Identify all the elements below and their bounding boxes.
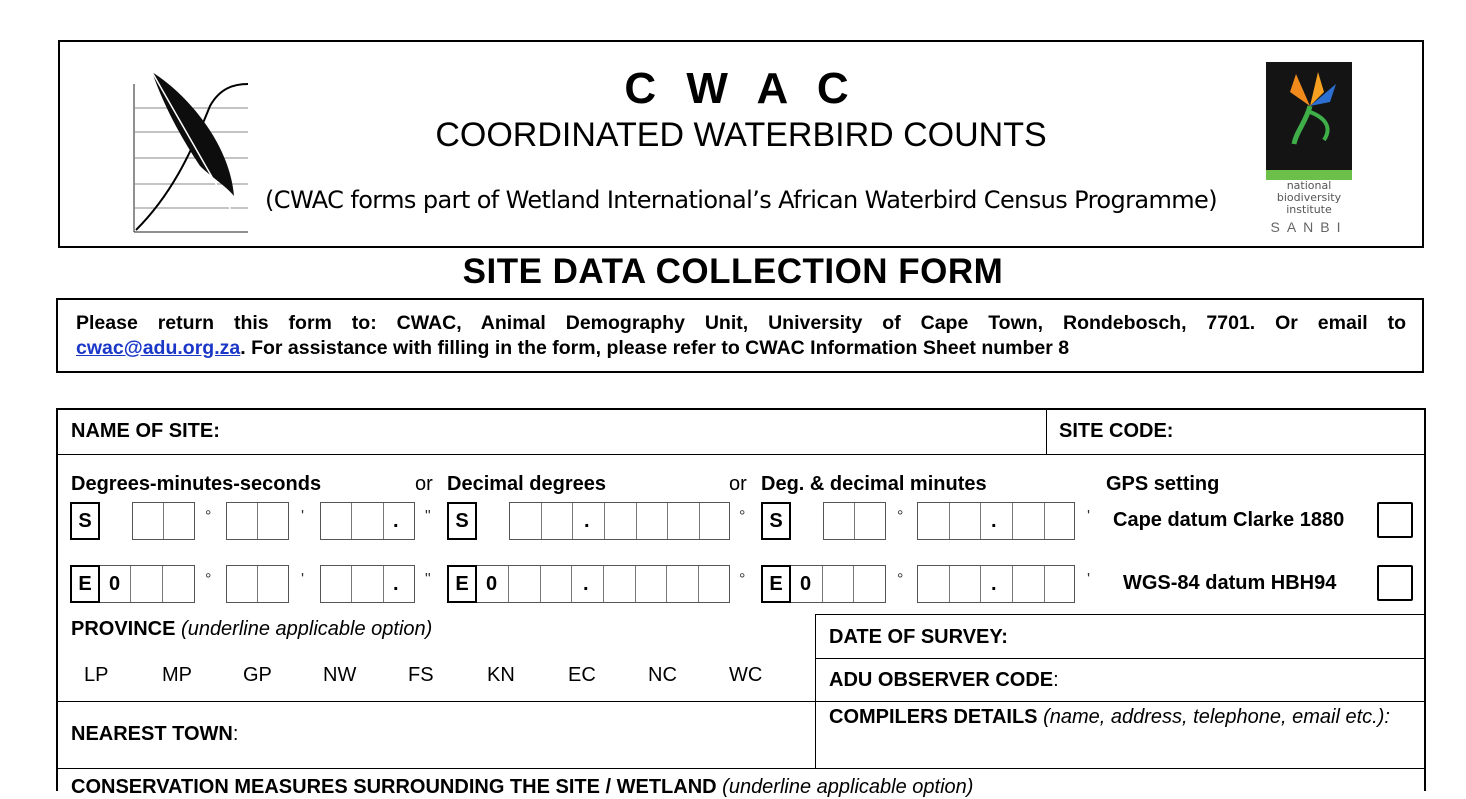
nearest-town-label xyxy=(71,723,238,746)
date-survey-label: DATE OF SURVEY: xyxy=(829,626,1008,648)
province-lp[interactable]: LP xyxy=(84,664,109,686)
lat-decimal-cell[interactable] xyxy=(509,502,730,540)
second-symbol: " xyxy=(425,571,431,588)
lat-min-cell[interactable] xyxy=(226,502,289,540)
decimal-point: . xyxy=(393,510,399,532)
lon-zero: 0 xyxy=(800,573,812,595)
lat-letter-dec: S xyxy=(447,502,477,540)
province-gp[interactable]: GP xyxy=(243,664,272,686)
lat-ddm-deg-cell[interactable] xyxy=(823,502,886,540)
province-wc[interactable]: WC xyxy=(729,664,763,686)
degree-symbol: ° xyxy=(205,508,212,525)
province-nw[interactable]: NW xyxy=(323,664,357,686)
lon-decimal-cell[interactable] xyxy=(477,565,730,603)
cape-datum-label: Cape datum Clarke 1880 xyxy=(1113,509,1345,531)
sanbi-line3: institute xyxy=(1286,203,1332,216)
header-subtitle: COORDINATED WATERBIRD COUNTS xyxy=(435,116,1047,154)
return-line-2-text: . For assistance with filling in the form, please refer to CWAC Information Sheet number 8 xyxy=(240,337,1070,359)
email-link[interactable]: cwac@adu.org.za xyxy=(76,337,241,359)
header-title: C W A C xyxy=(624,64,858,113)
lon-zero: 0 xyxy=(486,573,498,595)
form-title: SITE DATA COLLECTION FORM xyxy=(462,252,1004,291)
lat-ddm-min-cell[interactable] xyxy=(917,502,1075,540)
province-hint: (underline applicable option) xyxy=(181,618,433,640)
observer-code-label xyxy=(829,669,1059,692)
degree-symbol: ° xyxy=(739,508,746,525)
lon-ddm-deg-cell[interactable] xyxy=(791,565,886,603)
province-nc[interactable]: NC xyxy=(648,664,677,686)
return-line-1: Please return this form to: CWAC, Animal Demography Unit, University of Cape Town, Rondebosch, 7701. Or email to xyxy=(76,312,1406,334)
compilers-text: COMPILERS DETAILS xyxy=(829,706,1038,728)
return-instructions xyxy=(56,298,1424,373)
conservation-hint: (underline applicable option) xyxy=(722,776,974,798)
observer-code-text: ADU OBSERVER CODE xyxy=(829,669,1054,691)
lon-letter-dms: E xyxy=(70,565,100,603)
gps-setting-label: GPS setting xyxy=(1106,473,1220,495)
dms-label: Degrees-minutes-seconds xyxy=(71,473,322,495)
decimal-point: . xyxy=(583,573,589,595)
lat-letter-dms: S xyxy=(70,502,100,540)
lon-sec-cell[interactable] xyxy=(320,565,415,603)
sanbi-logo xyxy=(1266,62,1352,235)
lat-letter-ddm: S xyxy=(761,502,791,540)
lon-zero: 0 xyxy=(109,573,121,595)
degree-symbol: ° xyxy=(739,571,746,588)
second-symbol: " xyxy=(425,508,431,525)
minute-symbol: ' xyxy=(1087,508,1091,525)
wgs-datum-checkbox[interactable] xyxy=(1377,565,1413,601)
nearest-colon: : xyxy=(232,723,239,745)
return-line-2 xyxy=(76,336,1406,361)
lon-min-cell[interactable] xyxy=(226,565,289,603)
lat-sec-cell[interactable] xyxy=(320,502,415,540)
minute-symbol: ' xyxy=(301,571,305,588)
wgs-datum-label: WGS-84 datum HBH94 xyxy=(1123,572,1337,594)
sanbi-letters: SANBI xyxy=(1270,219,1348,235)
lon-ddm-min-cell[interactable] xyxy=(917,565,1075,603)
observer-colon: : xyxy=(1053,669,1059,691)
cape-datum-checkbox[interactable] xyxy=(1377,502,1413,538)
lon-letter-ddm: E xyxy=(761,565,791,603)
site-name-label: NAME OF SITE: xyxy=(71,420,220,442)
deg-decimal-minutes-label: Deg. & decimal minutes xyxy=(761,473,987,495)
site-code-label: SITE CODE: xyxy=(1059,420,1174,442)
or-label-1: or xyxy=(415,473,433,495)
province-kn[interactable]: KN xyxy=(487,664,515,686)
conservation-text: CONSERVATION MEASURES SURROUNDING THE SITE / WETLAND xyxy=(71,776,717,798)
province-ec[interactable]: EC xyxy=(568,664,596,686)
lat-deg-cell[interactable] xyxy=(132,502,195,540)
or-label-2: or xyxy=(729,473,747,495)
conservation-label xyxy=(71,776,973,799)
province-label xyxy=(71,618,432,641)
decimal-degrees-label: Decimal degrees xyxy=(447,473,606,495)
sanbi-line1: national xyxy=(1286,179,1332,192)
province-label-text: PROVINCE xyxy=(71,618,176,640)
compilers-label xyxy=(829,705,1409,730)
lon-deg-cell[interactable] xyxy=(100,565,195,603)
decimal-point: . xyxy=(991,510,997,532)
decimal-point: . xyxy=(393,573,399,595)
compilers-hint: (name, address, telephone, email etc.): xyxy=(1043,706,1390,728)
decimal-point: . xyxy=(584,510,590,532)
nearest-town-text: NEAREST TOWN xyxy=(71,723,233,745)
province-mp[interactable]: MP xyxy=(162,664,192,686)
lon-letter-dec: E xyxy=(447,565,477,603)
province-fs[interactable]: FS xyxy=(408,664,434,686)
degree-symbol: ° xyxy=(897,508,904,525)
decimal-point: . xyxy=(991,573,997,595)
minute-symbol: ' xyxy=(301,508,305,525)
degree-symbol: ° xyxy=(897,571,904,588)
sanbi-line2: biodiversity xyxy=(1276,191,1342,204)
header-note: (CWAC forms part of Wetland International’s African Waterbird Census Programme) xyxy=(265,186,1217,214)
minute-symbol: ' xyxy=(1087,571,1091,588)
degree-symbol: ° xyxy=(205,571,212,588)
header-box xyxy=(58,40,1424,248)
sanbi-flower-icon xyxy=(1266,62,1352,170)
